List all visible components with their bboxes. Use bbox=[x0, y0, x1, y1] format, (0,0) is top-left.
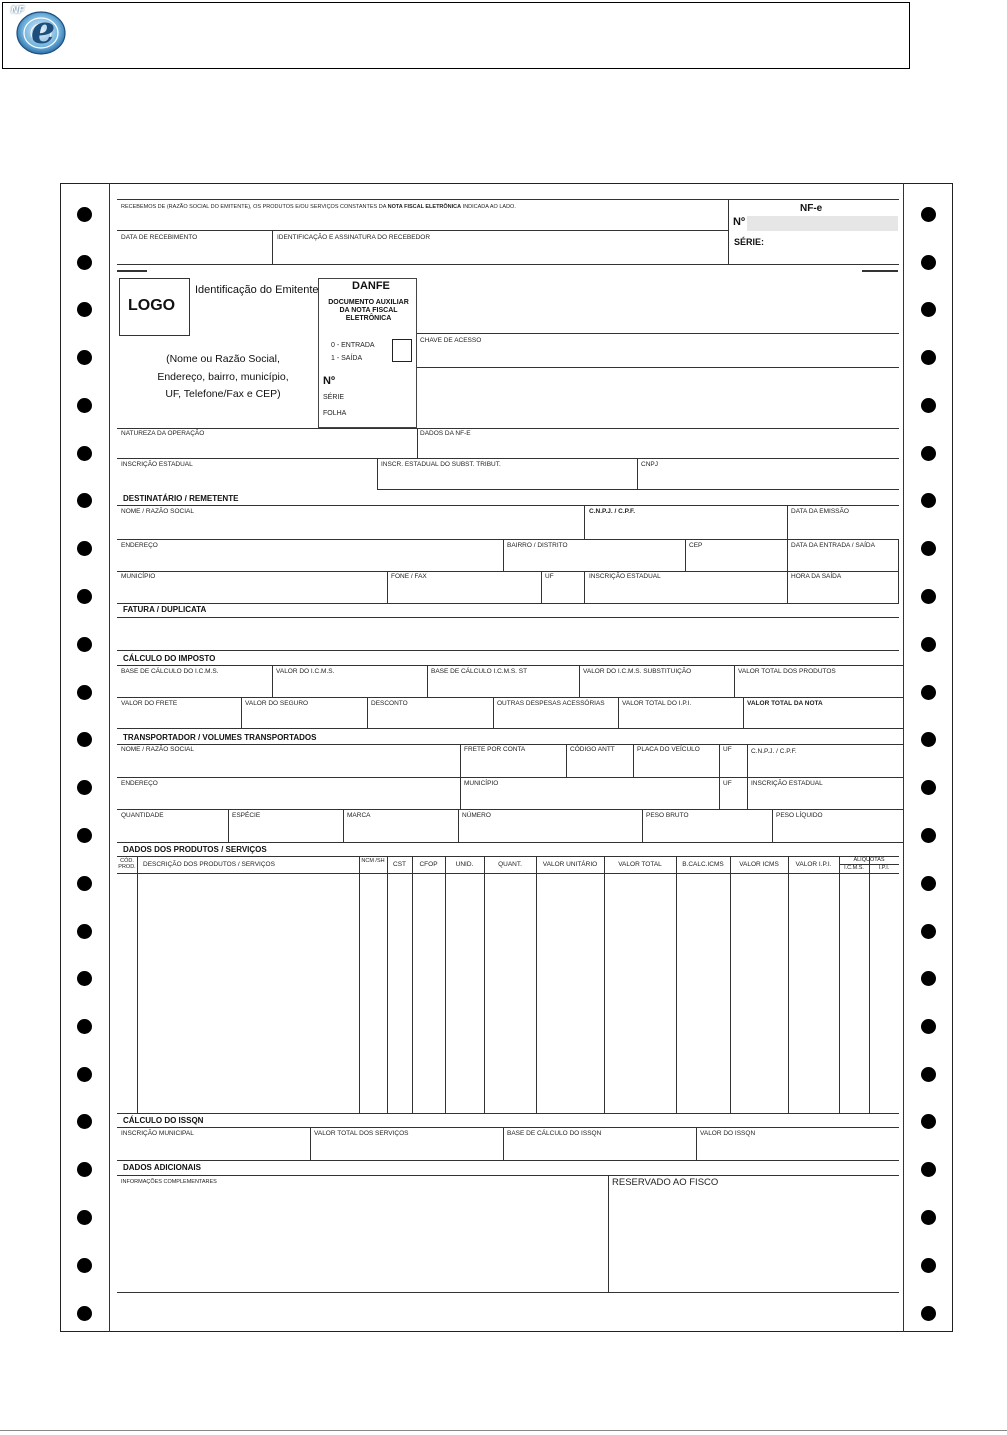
tipo-operacao-box[interactable] bbox=[392, 339, 412, 362]
tractor-hole bbox=[921, 685, 936, 700]
tractor-hole bbox=[921, 302, 936, 317]
receipt-text-pre: RECEBEMOS DE (RAZÃO SOCIAL DO EMITENTE), OS PRODUTOS E/OU SERVIÇOS CONSTANTES DA bbox=[121, 204, 388, 210]
rule bbox=[458, 809, 459, 842]
col-valor-unitario-header: VALOR UNITÁRIO bbox=[542, 861, 598, 868]
tractor-hole bbox=[921, 1258, 936, 1273]
rule bbox=[310, 1127, 311, 1160]
transp-frete-label: FRETE POR CONTA bbox=[464, 746, 526, 753]
transp-municipio-label: MUNICÍPIO bbox=[464, 780, 499, 787]
receipt-text-post: INDICADA AO LADO. bbox=[461, 204, 516, 210]
informacoes-complementares-label: INFORMAÇÕES COMPLEMENTARES bbox=[121, 1179, 217, 1185]
rule bbox=[787, 505, 788, 603]
dest-cnpj-label: C.N.P.J. / C.P.F. bbox=[589, 508, 636, 515]
tractor-hole bbox=[921, 924, 936, 939]
rule bbox=[117, 428, 899, 429]
tractor-hole bbox=[77, 350, 92, 365]
rule bbox=[117, 697, 903, 698]
rule bbox=[117, 728, 903, 729]
tractor-hole bbox=[77, 637, 92, 652]
transp-quantidade-label: QUANTIDADE bbox=[121, 812, 164, 819]
tractor-hole bbox=[77, 1306, 92, 1321]
rule bbox=[117, 571, 899, 572]
rule bbox=[117, 230, 728, 231]
tractor-hole bbox=[77, 1258, 92, 1273]
rule bbox=[633, 744, 634, 777]
transp-especie-label: ESPÉCIE bbox=[232, 812, 261, 819]
footer-rule bbox=[0, 1430, 1007, 1431]
rule bbox=[728, 199, 729, 264]
chave-acesso-label: CHAVE DE ACESSO bbox=[420, 337, 482, 344]
rule bbox=[427, 665, 428, 697]
tractor-hole bbox=[77, 924, 92, 939]
rule bbox=[734, 665, 735, 697]
rule bbox=[608, 1175, 609, 1292]
issqn-base-label: BASE DE CÁLCULO DO ISSQN bbox=[507, 1130, 602, 1137]
dest-data-entrada-label: DATA DA ENTRADA / SAÍDA bbox=[791, 542, 875, 549]
dest-cep-label: CEP bbox=[689, 542, 703, 549]
rule bbox=[117, 777, 903, 778]
receipt-text-bold: NOTA FISCAL ELETRÔNICA bbox=[387, 204, 462, 210]
tractor-hole bbox=[921, 207, 936, 222]
tractor-hole bbox=[921, 780, 936, 795]
valor-ipi-label: VALOR TOTAL DO I.P.I. bbox=[622, 700, 692, 707]
tractor-hole bbox=[77, 732, 92, 747]
rule bbox=[228, 809, 229, 842]
data-recebimento-label: DATA DE RECEBIMENTO bbox=[121, 234, 198, 241]
rule bbox=[839, 856, 840, 1113]
tractor-hole bbox=[77, 255, 92, 270]
tractor-hole bbox=[77, 1162, 92, 1177]
transp-marca-label: MARCA bbox=[347, 812, 371, 819]
dest-data-emissao-label: DATA DA EMISSÃO bbox=[791, 508, 849, 515]
rule bbox=[541, 571, 542, 603]
nfe-logo bbox=[11, 5, 69, 57]
issqn-valor-servicos-label: VALOR TOTAL DOS SERVIÇOS bbox=[314, 1130, 409, 1137]
outras-despesas-label: OUTRAS DESPESAS ACESSÓRIAS bbox=[497, 700, 605, 707]
rule bbox=[676, 856, 677, 1113]
tractor-hole bbox=[921, 541, 936, 556]
dest-inscricao-label: INSCRIÇÃO ESTADUAL bbox=[589, 573, 661, 580]
col-cod-prod-header: CÓD. PROD. bbox=[118, 858, 136, 870]
transp-uf2-label: UF bbox=[723, 780, 732, 787]
transp-cnpj-label: C.N.P.J. / C.P.F. bbox=[751, 748, 797, 755]
adicionais-title: DADOS ADICIONAIS bbox=[123, 1163, 201, 1172]
col-descricao-header: DESCRIÇÃO DOS PRODUTOS / SERVIÇOS bbox=[143, 861, 275, 868]
dest-bairro-label: BAIRRO / DISTRITO bbox=[507, 542, 568, 549]
transp-endereco-label: ENDEREÇO bbox=[121, 780, 158, 787]
rule bbox=[445, 856, 446, 1113]
tractor-hole bbox=[77, 493, 92, 508]
nfe-logo-text: NF bbox=[11, 5, 25, 16]
tractor-hole bbox=[77, 398, 92, 413]
rule bbox=[117, 539, 899, 540]
tractor-hole bbox=[77, 1210, 92, 1225]
danfe-serie: SÉRIE bbox=[323, 394, 345, 401]
dest-nome-label: NOME / RAZÃO SOCIAL bbox=[121, 508, 194, 515]
rule bbox=[343, 809, 344, 842]
danfe-numero: Nº bbox=[323, 375, 335, 387]
col-valor-ipi-header: VALOR I.P.I. bbox=[795, 861, 832, 868]
tractor-hole bbox=[77, 828, 92, 843]
identificacao-assinatura-label: IDENTIFICAÇÃO E ASSINATURA DO RECEBEDOR bbox=[277, 234, 431, 241]
danfe-subtitle-line: DOCUMENTO AUXILIAR bbox=[328, 299, 409, 306]
danfe-entrada: 0 - ENTRADA bbox=[331, 342, 375, 349]
tractor-hole bbox=[921, 1306, 936, 1321]
transp-numero-label: NÚMERO bbox=[462, 812, 491, 819]
tractor-hole bbox=[921, 971, 936, 986]
nfe-logo-letter: e bbox=[31, 7, 56, 52]
rule bbox=[377, 458, 378, 489]
transportador-title: TRANSPORTADOR / VOLUMES TRANSPORTADOS bbox=[123, 733, 317, 742]
canhoto-numero-label: Nº bbox=[733, 216, 745, 228]
rule bbox=[137, 856, 138, 1113]
rule bbox=[117, 809, 903, 810]
rule bbox=[584, 505, 585, 539]
rule bbox=[743, 697, 744, 728]
insc-subst-label: INSCR. ESTADUAL DO SUBST. TRIBUT. bbox=[381, 461, 501, 468]
destinatario-title: DESTINATÁRIO / REMETENTE bbox=[123, 494, 239, 503]
issqn-valor-label: VALOR DO ISSQN bbox=[700, 1130, 756, 1137]
rule bbox=[117, 458, 899, 459]
issqn-title: CÁLCULO DO ISSQN bbox=[123, 1116, 204, 1125]
tractor-hole bbox=[921, 589, 936, 604]
rule bbox=[417, 333, 899, 334]
danfe-subtitle bbox=[321, 299, 416, 323]
rule bbox=[387, 856, 388, 1113]
tractor-hole bbox=[77, 876, 92, 891]
rule bbox=[604, 856, 605, 1113]
rule bbox=[117, 603, 899, 604]
danfe-subtitle-line: ELETRÔNICA bbox=[345, 315, 392, 322]
rule bbox=[117, 1175, 899, 1176]
rule bbox=[685, 539, 686, 571]
rule bbox=[117, 1113, 899, 1114]
tractor-hole bbox=[921, 1114, 936, 1129]
canhoto-numero-field bbox=[747, 216, 898, 231]
header-box bbox=[2, 2, 910, 69]
rule bbox=[412, 856, 413, 1113]
rule bbox=[117, 665, 903, 666]
transp-antt-label: CÓDIGO ANTT bbox=[570, 746, 615, 753]
rule bbox=[642, 809, 643, 842]
tractor-hole bbox=[921, 1067, 936, 1082]
col-cfop-header: CFOP bbox=[419, 861, 438, 868]
rule bbox=[367, 697, 368, 728]
cut-mark bbox=[117, 270, 147, 272]
canhoto-serie-label: SÉRIE: bbox=[734, 237, 765, 247]
dest-hora-saida-label: HORA DA SAÍDA bbox=[791, 573, 842, 580]
dest-municipio-label: MUNICÍPIO bbox=[121, 573, 156, 580]
col-ncm-header: NCM /SH bbox=[361, 858, 385, 864]
transp-peso-liquido-label: PESO LÍQUIDO bbox=[776, 812, 823, 819]
inscricao-estadual-label: INSCRIÇÃO ESTADUAL bbox=[121, 461, 193, 468]
issqn-inscricao-label: INSCRIÇÃO MUNICIPAL bbox=[121, 1130, 194, 1137]
tractor-hole bbox=[921, 828, 936, 843]
danfe-folha: FOLHA bbox=[323, 410, 347, 417]
emitente-title: Identificação do Emitente bbox=[195, 284, 319, 296]
tractor-hole bbox=[921, 1210, 936, 1225]
rule bbox=[272, 230, 273, 264]
dest-endereco-label: ENDEREÇO bbox=[121, 542, 158, 549]
col-valor-icms-header: VALOR ICMS bbox=[739, 861, 779, 868]
transp-peso-bruto-label: PESO BRUTO bbox=[646, 812, 689, 819]
rule bbox=[788, 856, 789, 1113]
valor-nota-label: VALOR TOTAL DA NOTA bbox=[747, 700, 823, 707]
imposto-title: CÁLCULO DO IMPOSTO bbox=[123, 654, 216, 663]
tractor-hole bbox=[77, 971, 92, 986]
col-unid-header: UNID. bbox=[455, 861, 474, 868]
tractor-hole bbox=[77, 685, 92, 700]
rule bbox=[117, 199, 899, 200]
rule bbox=[460, 744, 461, 777]
rule bbox=[117, 1127, 899, 1128]
rule bbox=[772, 809, 773, 842]
dest-uf-label: UF bbox=[545, 573, 554, 580]
rule bbox=[117, 264, 899, 265]
desconto-label: DESCONTO bbox=[371, 700, 408, 707]
base-icms-label: BASE DE CÁLCULO DO I.C.M.S. bbox=[121, 668, 219, 675]
tractor-hole bbox=[77, 1019, 92, 1034]
canhoto-nfe-label: NF-e bbox=[800, 203, 823, 214]
tractor-hole bbox=[921, 398, 936, 413]
rule bbox=[417, 367, 899, 368]
col-aliq-icms-header: I.C.M.S. bbox=[844, 865, 864, 871]
rule bbox=[241, 697, 242, 728]
rule bbox=[117, 856, 899, 857]
produtos-title: DADOS DOS PRODUTOS / SERVIÇOS bbox=[123, 845, 267, 854]
danfe-title: DANFE bbox=[352, 280, 390, 292]
tractor-hole bbox=[921, 637, 936, 652]
col-bcalc-icms-header: B.CALC.ICMS bbox=[682, 861, 724, 868]
base-icms-st-label: BASE DE CÁLCULO I.C.M.S. ST bbox=[431, 668, 528, 675]
rule bbox=[730, 856, 731, 1113]
rule bbox=[117, 650, 899, 651]
transp-uf-label: UF bbox=[723, 746, 732, 753]
valor-produtos-label: VALOR TOTAL DOS PRODUTOS bbox=[738, 668, 836, 675]
tractor-hole bbox=[77, 446, 92, 461]
reservado-fisco-label: RESERVADO AO FISCO bbox=[612, 1177, 719, 1188]
rule bbox=[493, 697, 494, 728]
rule bbox=[117, 617, 899, 618]
tractor-hole bbox=[77, 541, 92, 556]
cnpj-label: CNPJ bbox=[641, 461, 658, 468]
col-aliq-ipi-header: I.P.I. bbox=[878, 865, 890, 871]
fatura-title: FATURA / DUPLICATA bbox=[123, 605, 207, 614]
tractor-hole bbox=[921, 876, 936, 891]
valor-seguro-label: VALOR DO SEGURO bbox=[245, 700, 309, 707]
tractor-hole bbox=[77, 1114, 92, 1129]
rule bbox=[117, 1160, 899, 1161]
dados-nfe-label: DADOS DA NF-E bbox=[420, 430, 471, 437]
rule bbox=[869, 856, 870, 1113]
rule bbox=[503, 1127, 504, 1160]
rule bbox=[460, 777, 461, 809]
rule bbox=[117, 1292, 899, 1293]
dest-fone-label: FONE / FAX bbox=[391, 573, 427, 580]
emitente-address-line: UF, Telefone/Fax e CEP) bbox=[165, 388, 281, 400]
rule bbox=[377, 489, 899, 490]
logo-label: LOGO bbox=[128, 297, 176, 314]
rule bbox=[696, 1127, 697, 1160]
natureza-operacao-label: NATUREZA DA OPERAÇÃO bbox=[121, 430, 205, 437]
danfe-subtitle-line: DA NOTA FISCAL bbox=[339, 307, 398, 314]
tractor-hole bbox=[921, 350, 936, 365]
col-valor-total-header: VALOR TOTAL bbox=[618, 861, 662, 868]
rule bbox=[117, 505, 899, 506]
rule bbox=[387, 571, 388, 603]
rule bbox=[117, 873, 899, 874]
tractor-hole bbox=[77, 302, 92, 317]
tractor-hole bbox=[921, 1162, 936, 1177]
rule bbox=[566, 744, 567, 777]
rule bbox=[536, 856, 537, 1113]
rule bbox=[359, 856, 360, 1113]
rule bbox=[484, 856, 485, 1113]
cut-mark bbox=[862, 270, 898, 272]
rule bbox=[117, 842, 903, 843]
valor-icms-label: VALOR DO I.C.M.S. bbox=[276, 668, 335, 675]
tractor-hole bbox=[77, 589, 92, 604]
canhoto-receipt-text bbox=[121, 204, 516, 211]
transp-placa-label: PLACA DO VEÍCULO bbox=[637, 746, 700, 753]
valor-icms-subst-label: VALOR DO I.C.M.S. SUBSTITUIÇÃO bbox=[583, 668, 692, 675]
emitente-address-line: (Nome ou Razão Social, bbox=[166, 353, 280, 365]
col-aliquotas-header: ALÍQUOTAS bbox=[853, 857, 885, 863]
tractor-hole bbox=[77, 207, 92, 222]
tractor-hole bbox=[77, 780, 92, 795]
emitente-address-line: Endereço, bairro, município, bbox=[157, 370, 289, 383]
tractor-hole bbox=[921, 255, 936, 270]
rule bbox=[117, 744, 903, 745]
valor-frete-label: VALOR DO FRETE bbox=[121, 700, 178, 707]
danfe-saida: 1 - SAÍDA bbox=[331, 355, 363, 362]
rule bbox=[584, 571, 585, 603]
transp-nome-label: NOME / RAZÃO SOCIAL bbox=[121, 746, 194, 753]
rule bbox=[503, 539, 504, 571]
rule bbox=[417, 428, 418, 458]
col-cst-header: CST bbox=[393, 861, 406, 868]
tractor-hole bbox=[921, 732, 936, 747]
rule bbox=[637, 458, 638, 489]
tractor-hole bbox=[921, 493, 936, 508]
rule bbox=[618, 697, 619, 728]
tractor-hole bbox=[77, 1067, 92, 1082]
transp-inscricao-label: INSCRIÇÃO ESTADUAL bbox=[751, 780, 823, 787]
tractor-hole bbox=[921, 1019, 936, 1034]
tractor-hole bbox=[921, 446, 936, 461]
emitente-address bbox=[148, 351, 298, 404]
rule bbox=[579, 665, 580, 697]
rule bbox=[272, 665, 273, 697]
col-quant-header: QUANT. bbox=[498, 861, 522, 868]
